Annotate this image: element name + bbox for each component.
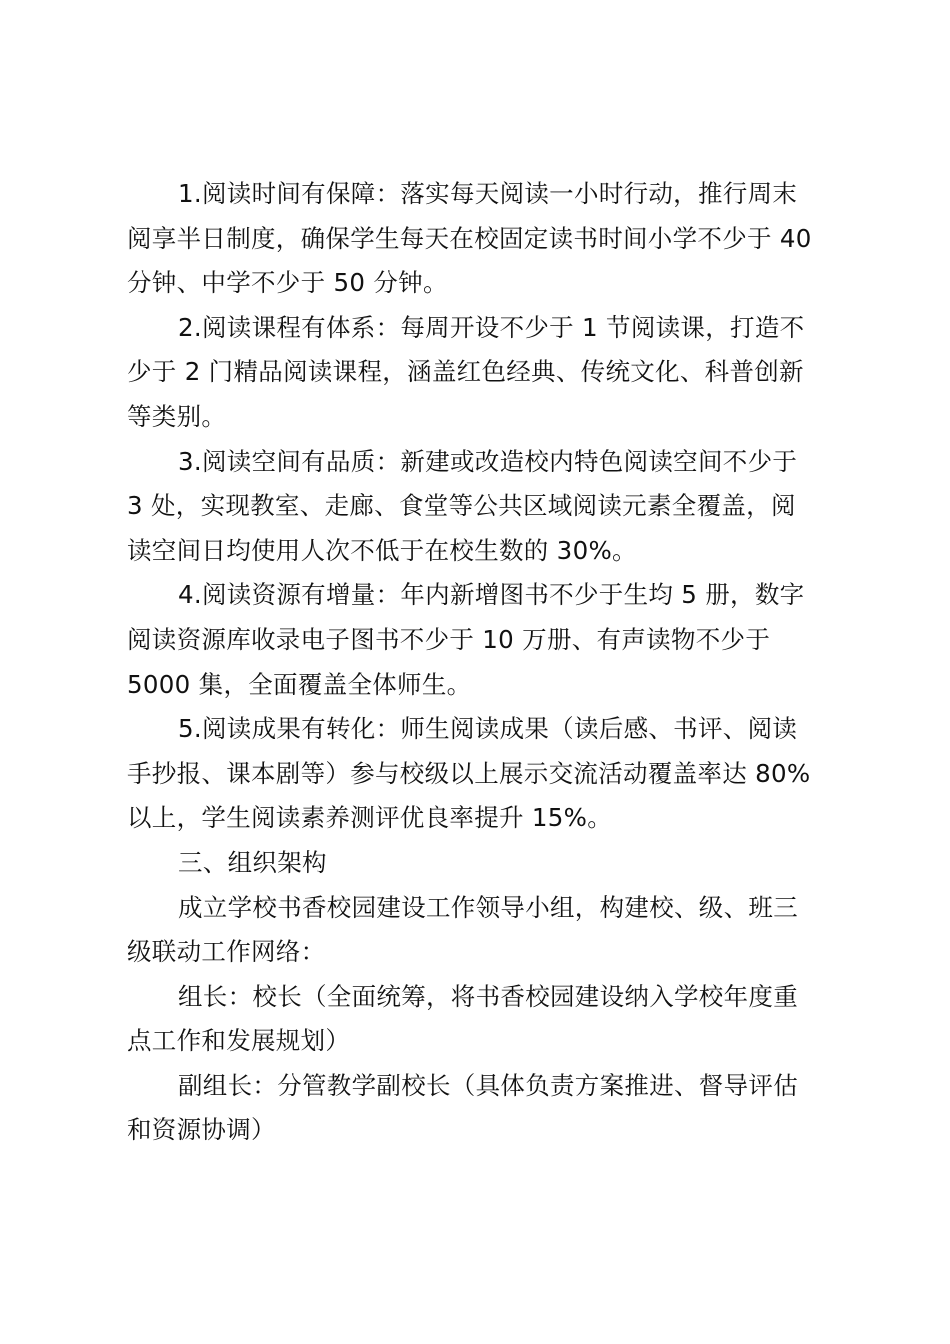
paragraph-line: 3.阅读空间有品质：新建或改造校内特色阅读空间不少于 [178,446,798,476]
paragraph-line: 级联动工作网络： [127,937,326,967]
paragraph-reading-time [127,172,832,306]
section-heading: 三、组织架构 [178,847,327,877]
paragraph-leadership-group [127,886,832,975]
section-heading-organization [127,841,832,886]
paragraph-line: 阅读资源库收录电子图书不少于 10 万册、有声读物不少于 [127,624,771,654]
paragraph-line: 读空间日均使用人次不低于在校生数的 30%。 [127,535,637,565]
paragraph-reading-curriculum [127,306,832,440]
paragraph-line: 3 处，实现教室、走廊、食堂等公共区域阅读元素全覆盖，阅 [127,491,796,521]
paragraph-line: 2.阅读课程有体系：每周开设不少于 1 节阅读课，打造不 [178,312,805,342]
paragraph-reading-resources [127,573,832,707]
paragraph-line: 5.阅读成果有转化：师生阅读成果（读后感、书评、阅读 [178,714,798,744]
paragraph-line: 手抄报、课本剧等）参与校级以上展示交流活动覆盖率达 80% [127,758,811,788]
paragraph-line: 点工作和发展规划） [127,1026,351,1056]
paragraph-line: 分钟、中学不少于 50 分钟。 [127,268,448,298]
paragraph-line: 副组长：分管教学副校长（具体负责方案推进、督导评估 [178,1070,798,1100]
paragraph-reading-outcomes [127,707,832,841]
paragraph-deputy-leader [127,1064,832,1153]
document-body [127,172,832,1153]
paragraph-line: 等类别。 [127,401,227,431]
paragraph-reading-space [127,440,832,574]
paragraph-line: 4.阅读资源有增量：年内新增图书不少于生均 5 册，数字 [178,580,805,610]
paragraph-line: 组长：校长（全面统筹，将书香校园建设纳入学校年度重 [178,981,798,1011]
paragraph-line: 成立学校书香校园建设工作领导小组，构建校、级、班三 [178,892,798,922]
paragraph-line: 5000 集，全面覆盖全体师生。 [127,669,472,699]
paragraph-line: 少于 2 门精品阅读课程，涵盖红色经典、传统文化、科普创新 [127,357,804,387]
paragraph-line: 以上，学生阅读素养测评优良率提升 15%。 [127,803,613,833]
paragraph-line: 阅享半日制度，确保学生每天在校固定读书时间小学不少于 40 [127,223,812,253]
paragraph-line: 1.阅读时间有保障：落实每天阅读一小时行动，推行周末 [178,179,798,208]
paragraph-group-leader [127,975,832,1064]
paragraph-line: 和资源协调） [127,1115,276,1145]
